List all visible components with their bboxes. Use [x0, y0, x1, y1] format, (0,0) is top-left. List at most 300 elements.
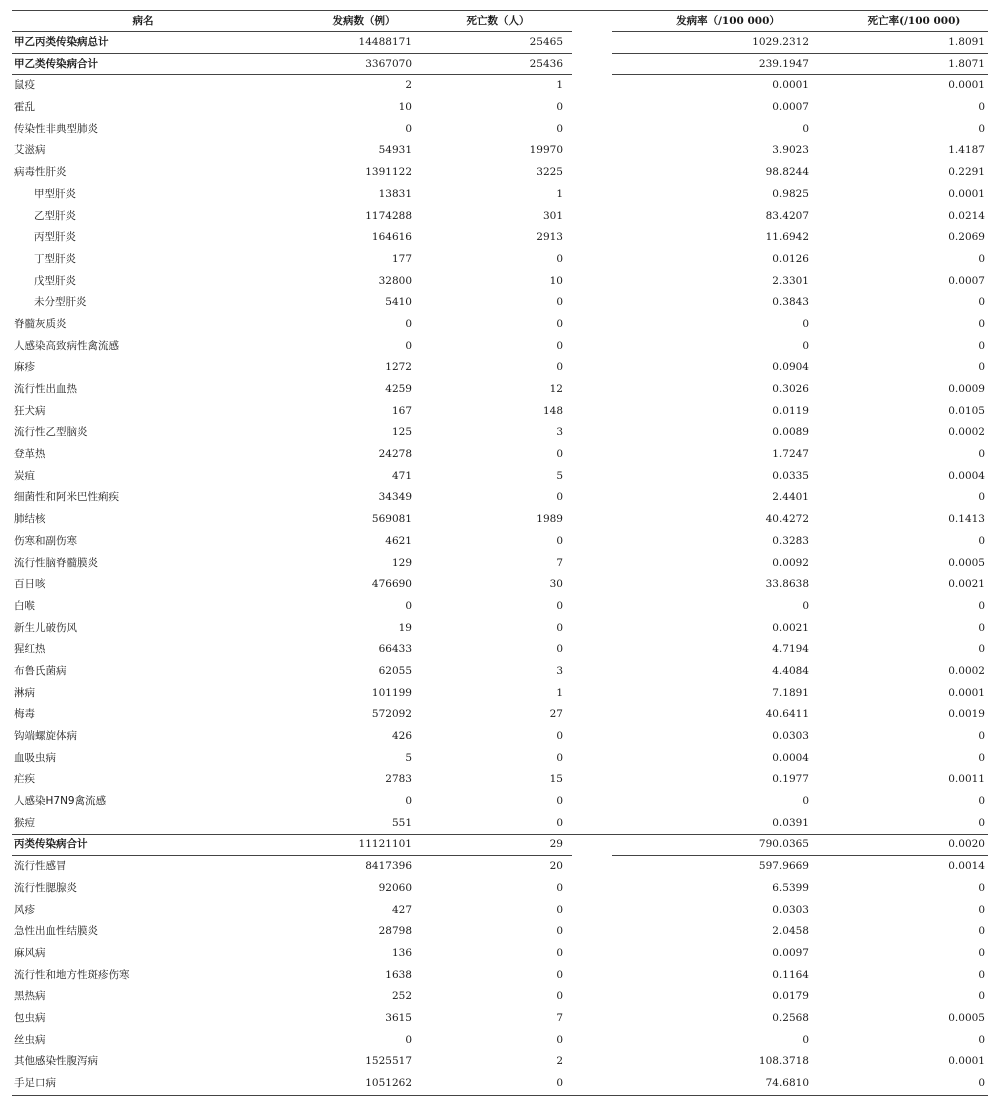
- cell-mortality-rate: 0.0011: [948, 773, 985, 786]
- table-row: [12, 618, 988, 640]
- cell-incidence-rate: 3.9023: [772, 144, 809, 157]
- cell-name: 艾滋病: [14, 144, 46, 157]
- cell-deaths: 0: [556, 339, 563, 352]
- cell-incidence-rate: 0.1977: [772, 773, 809, 786]
- cell-incidence-rate: 0.0904: [772, 361, 809, 374]
- table-row: [12, 1051, 988, 1073]
- cell-name: 百日咳: [14, 578, 46, 591]
- cell-name: 登革热: [14, 448, 46, 461]
- cell-deaths: 25436: [529, 57, 563, 70]
- table-row: [12, 422, 988, 444]
- cell-deaths: 0: [556, 122, 563, 135]
- cell-cases: 11121101: [358, 838, 412, 851]
- cell-deaths: 0: [556, 881, 563, 894]
- cell-cases: 471: [391, 469, 412, 482]
- cell-cases: 34349: [378, 491, 412, 504]
- cell-mortality-rate: 0: [978, 339, 985, 352]
- table-row: [12, 856, 988, 878]
- cell-incidence-rate: 0.9825: [772, 187, 809, 200]
- cell-incidence-rate: 597.9669: [758, 860, 809, 873]
- table-row: [12, 206, 988, 228]
- cell-name: 霍乱: [14, 101, 35, 114]
- cell-incidence-rate: 1.7247: [772, 448, 809, 461]
- cell-cases: 125: [391, 426, 412, 439]
- cell-incidence-rate: 40.4272: [765, 513, 809, 526]
- cell-deaths: 1: [556, 187, 563, 200]
- table-row: [12, 900, 988, 922]
- cell-mortality-rate: 0: [978, 534, 985, 547]
- cell-cases: 1391122: [365, 166, 412, 179]
- cell-name: 流行性乙型脑炎: [14, 426, 88, 439]
- cell-deaths: 0: [556, 990, 563, 1003]
- cell-mortality-rate: 0: [978, 751, 985, 764]
- table-row: [12, 292, 988, 314]
- cell-mortality-rate: 0: [978, 1077, 985, 1089]
- cell-incidence-rate: 33.8638: [765, 578, 809, 591]
- cell-mortality-rate: 0: [978, 643, 985, 656]
- cell-incidence-rate: 2.3301: [772, 274, 809, 287]
- table-row: [12, 54, 988, 76]
- cell-mortality-rate: 0: [978, 599, 985, 612]
- cell-incidence-rate: 0.0001: [772, 79, 809, 92]
- cell-mortality-rate: 0.0001: [948, 686, 985, 699]
- table-row: [12, 336, 988, 358]
- cell-incidence-rate: 6.5399: [772, 881, 809, 894]
- cell-deaths: 0: [556, 1077, 563, 1089]
- cell-deaths: 301: [542, 209, 563, 222]
- cell-mortality-rate: 0.0007: [948, 274, 985, 287]
- cell-incidence-rate: 74.6810: [765, 1077, 809, 1089]
- cell-name: 丙类传染病合计: [14, 838, 88, 851]
- cell-name: 猩红热: [14, 643, 46, 656]
- cell-name: 丁型肝炎: [34, 252, 76, 265]
- cell-cases: 0: [405, 1033, 412, 1046]
- cell-cases: 19: [398, 621, 412, 634]
- cell-name: 肺结核: [14, 513, 46, 526]
- cell-mortality-rate: 1.8071: [948, 57, 985, 70]
- table-row: [12, 32, 988, 54]
- cell-incidence-rate: 0.0179: [772, 990, 809, 1003]
- cell-name: 麻风病: [14, 946, 46, 959]
- cell-name: 流行性腮腺炎: [14, 881, 77, 894]
- cell-incidence-rate: 0.2568: [772, 1011, 809, 1024]
- cell-deaths: 3: [556, 426, 563, 439]
- table-row: [12, 97, 988, 119]
- cell-mortality-rate: 0: [978, 881, 985, 894]
- cell-incidence-rate: 0.3026: [772, 383, 809, 395]
- cell-cases: 3367070: [365, 57, 412, 70]
- cell-mortality-rate: 0.0002: [948, 426, 985, 439]
- cell-cases: 427: [391, 903, 412, 916]
- table-row: [12, 314, 988, 336]
- cell-cases: 0: [405, 122, 412, 135]
- cell-cases: 1638: [385, 968, 412, 981]
- cell-incidence-rate: 2.4401: [772, 491, 809, 504]
- cell-cases: 426: [391, 730, 412, 742]
- table-row: [12, 531, 988, 553]
- cell-incidence-rate: 2.0458: [772, 925, 809, 938]
- cell-mortality-rate: 0.0214: [948, 209, 985, 222]
- cell-incidence-rate: 239.1947: [758, 57, 809, 70]
- cell-mortality-rate: 0: [978, 990, 985, 1003]
- cell-incidence-rate: 790.0365: [758, 838, 809, 851]
- cell-mortality-rate: 0: [978, 968, 985, 981]
- table-row: [12, 574, 988, 596]
- cell-deaths: 25465: [529, 36, 563, 48]
- table-bottom-rule: [12, 1095, 988, 1096]
- cell-cases: 5: [405, 751, 412, 764]
- cell-incidence-rate: 0.0021: [772, 621, 809, 634]
- cell-name: 炭疽: [14, 469, 35, 482]
- cell-name: 甲乙丙类传染病总计: [14, 36, 109, 48]
- cell-cases: 8417396: [365, 860, 412, 873]
- cell-incidence-rate: 0.0089: [772, 426, 809, 439]
- cell-name: 狂犬病: [14, 404, 46, 417]
- cell-deaths: 19970: [529, 144, 563, 157]
- cell-cases: 572092: [371, 708, 412, 721]
- cell-cases: 3615: [385, 1011, 412, 1024]
- header-name: 病名: [132, 15, 154, 27]
- cell-incidence-rate: 0.3843: [772, 296, 809, 309]
- cell-deaths: 0: [556, 816, 563, 829]
- cell-mortality-rate: 0.0105: [948, 404, 985, 417]
- cell-deaths: 0: [556, 534, 563, 547]
- cell-deaths: 0: [556, 448, 563, 461]
- cell-incidence-rate: 0: [802, 1033, 809, 1046]
- cell-cases: 177: [391, 252, 412, 265]
- table-row: [12, 791, 988, 813]
- cell-cases: 551: [391, 816, 412, 829]
- cell-cases: 66433: [378, 643, 412, 656]
- cell-deaths: 1: [556, 686, 563, 699]
- cell-mortality-rate: 0.0005: [948, 556, 985, 569]
- cell-incidence-rate: 0.3283: [772, 534, 809, 547]
- cell-incidence-rate: 0.0391: [772, 816, 809, 829]
- cell-deaths: 1: [556, 79, 563, 92]
- cell-deaths: 0: [556, 795, 563, 808]
- cell-incidence-rate: 0.0335: [772, 469, 809, 482]
- cell-deaths: 12: [549, 383, 563, 395]
- table-row: [12, 444, 988, 466]
- cell-cases: 0: [405, 317, 412, 330]
- cell-mortality-rate: 0.0009: [948, 383, 985, 395]
- cell-cases: 2783: [385, 773, 412, 786]
- cell-cases: 476690: [371, 578, 412, 591]
- cell-cases: 101199: [371, 686, 412, 699]
- cell-deaths: 10: [549, 274, 563, 287]
- cell-cases: 54931: [378, 144, 412, 157]
- cell-deaths: 0: [556, 252, 563, 265]
- cell-cases: 92060: [378, 881, 412, 894]
- table-row: [12, 943, 988, 965]
- cell-mortality-rate: 1.8091: [948, 36, 985, 48]
- table-row: [12, 683, 988, 705]
- cell-name: 流行性脑脊髓膜炎: [14, 556, 98, 569]
- cell-cases: 0: [405, 795, 412, 808]
- cell-deaths: 20: [549, 860, 563, 873]
- table-row: [12, 509, 988, 531]
- cell-name: 麻疹: [14, 361, 35, 374]
- disease-statistics-table: [12, 10, 988, 1096]
- cell-deaths: 2913: [536, 231, 563, 244]
- cell-mortality-rate: 0.0001: [948, 187, 985, 200]
- cell-incidence-rate: 0.0097: [772, 946, 809, 959]
- cell-name: 人感染H7N9禽流感: [14, 795, 107, 808]
- cell-incidence-rate: 98.8244: [765, 166, 809, 179]
- cell-deaths: 0: [556, 925, 563, 938]
- cell-name: 新生儿破伤风: [14, 621, 77, 634]
- cell-incidence-rate: 4.4084: [772, 664, 809, 677]
- cell-mortality-rate: 0: [978, 903, 985, 916]
- cell-cases: 569081: [371, 513, 412, 526]
- table-row: [12, 140, 988, 162]
- cell-name: 淋病: [14, 686, 35, 699]
- cell-mortality-rate: 0.0014: [948, 860, 985, 873]
- table-row: [12, 748, 988, 770]
- cell-name: 包虫病: [14, 1011, 46, 1024]
- cell-cases: 14488171: [358, 36, 412, 48]
- cell-deaths: 0: [556, 903, 563, 916]
- cell-name: 戊型肝炎: [34, 274, 76, 287]
- cell-incidence-rate: 11.6942: [765, 231, 809, 244]
- cell-mortality-rate: 0: [978, 946, 985, 959]
- cell-incidence-rate: 83.4207: [765, 209, 809, 222]
- table-row: [12, 75, 988, 97]
- header-incidence-rate: 发病率（/100 000）: [676, 15, 780, 27]
- cell-deaths: 7: [556, 1011, 563, 1024]
- cell-deaths: 0: [556, 361, 563, 374]
- cell-cases: 24278: [378, 448, 412, 461]
- cell-deaths: 1989: [536, 513, 563, 526]
- cell-name: 风疹: [14, 903, 35, 916]
- cell-name: 其他感染性腹泻病: [14, 1055, 98, 1068]
- cell-mortality-rate: 0: [978, 448, 985, 461]
- cell-name: 传染性非典型肺炎: [14, 122, 98, 135]
- cell-deaths: 3225: [536, 166, 563, 179]
- cell-cases: 4621: [385, 534, 412, 547]
- cell-cases: 5410: [385, 296, 412, 309]
- cell-deaths: 0: [556, 317, 563, 330]
- cell-cases: 136: [391, 946, 412, 959]
- table-row: [12, 986, 988, 1008]
- cell-incidence-rate: 0.0119: [772, 404, 809, 417]
- table-row: [12, 726, 988, 748]
- cell-incidence-rate: 7.1891: [772, 686, 809, 699]
- table-body: [12, 32, 988, 1095]
- cell-cases: 32800: [378, 274, 412, 287]
- cell-incidence-rate: 0.0092: [772, 556, 809, 569]
- cell-deaths: 30: [549, 578, 563, 591]
- header-deaths: 死亡数（人）: [466, 15, 530, 27]
- cell-mortality-rate: 0.0005: [948, 1011, 985, 1024]
- cell-mortality-rate: 0: [978, 491, 985, 504]
- cell-name: 布鲁氏菌病: [14, 664, 67, 677]
- cell-name: 甲乙类传染病合计: [14, 57, 98, 70]
- cell-deaths: 0: [556, 1033, 563, 1046]
- table-row: [12, 227, 988, 249]
- cell-name: 流行性感冒: [14, 860, 67, 873]
- table-row: [12, 379, 988, 401]
- cell-name: 伤寒和副伤寒: [14, 534, 77, 547]
- cell-mortality-rate: 0.0021: [948, 578, 985, 591]
- cell-name: 猴痘: [14, 816, 35, 829]
- cell-incidence-rate: 4.7194: [772, 643, 809, 656]
- cell-incidence-rate: 0.0303: [772, 903, 809, 916]
- cell-name: 黑热病: [14, 990, 46, 1003]
- cell-name: 流行性出血热: [14, 383, 77, 395]
- cell-name: 病毒性肝炎: [14, 166, 67, 179]
- cell-deaths: 7: [556, 556, 563, 569]
- cell-deaths: 0: [556, 296, 563, 309]
- cell-deaths: 0: [556, 621, 563, 634]
- cell-mortality-rate: 0: [978, 621, 985, 634]
- cell-name: 白喉: [14, 599, 35, 612]
- cell-incidence-rate: 0.0126: [772, 252, 809, 265]
- cell-mortality-rate: 1.4187: [948, 144, 985, 157]
- cell-name: 丙型肝炎: [34, 231, 76, 244]
- cell-name: 乙型肝炎: [34, 209, 76, 222]
- table-row: [12, 487, 988, 509]
- table-row: [12, 119, 988, 141]
- table-row: [12, 965, 988, 987]
- cell-incidence-rate: 0: [802, 795, 809, 808]
- cell-deaths: 0: [556, 101, 563, 114]
- cell-deaths: 3: [556, 664, 563, 677]
- cell-name: 急性出血性结膜炎: [14, 925, 98, 938]
- cell-deaths: 2: [556, 1055, 563, 1068]
- header-mortality-rate: 死亡率(/100 000): [867, 15, 961, 27]
- cell-cases: 1272: [385, 361, 412, 374]
- table-row: [12, 1008, 988, 1030]
- cell-incidence-rate: 0.0303: [772, 730, 809, 742]
- cell-mortality-rate: 0: [978, 122, 985, 135]
- cell-cases: 252: [391, 990, 412, 1003]
- cell-name: 脊髓灰质炎: [14, 317, 67, 330]
- cell-mortality-rate: 0: [978, 795, 985, 808]
- cell-mortality-rate: 0: [978, 925, 985, 938]
- cell-incidence-rate: 1029.2312: [752, 36, 809, 48]
- cell-name: 血吸虫病: [14, 751, 56, 764]
- cell-incidence-rate: 0.1164: [772, 968, 809, 981]
- cell-deaths: 29: [549, 838, 563, 851]
- cell-mortality-rate: 0: [978, 361, 985, 374]
- table-row: [12, 596, 988, 618]
- cell-mortality-rate: 0.0001: [948, 1055, 985, 1068]
- cell-mortality-rate: 0: [978, 816, 985, 829]
- cell-mortality-rate: 0.0001: [948, 79, 985, 92]
- cell-cases: 28798: [378, 925, 412, 938]
- cell-deaths: 0: [556, 946, 563, 959]
- cell-incidence-rate: 0.0007: [772, 101, 809, 114]
- cell-name: 钩端螺旋体病: [14, 730, 77, 742]
- cell-deaths: 15: [549, 773, 563, 786]
- cell-name: 梅毒: [14, 708, 35, 721]
- cell-name: 人感染高致病性禽流感: [14, 339, 119, 352]
- table-row: [12, 357, 988, 379]
- table-row: [12, 162, 988, 184]
- cell-incidence-rate: 40.6411: [765, 708, 809, 721]
- table-row: [12, 813, 988, 835]
- cell-mortality-rate: 0.0019: [948, 708, 985, 721]
- table-header-row: [12, 10, 988, 32]
- table-row: [12, 1073, 988, 1095]
- cell-deaths: 5: [556, 469, 563, 482]
- table-row: [12, 1030, 988, 1052]
- cell-name: 未分型肝炎: [34, 296, 87, 309]
- cell-mortality-rate: 0: [978, 296, 985, 309]
- table-row: [12, 184, 988, 206]
- table-row: [12, 769, 988, 791]
- cell-deaths: 0: [556, 730, 563, 742]
- cell-cases: 167: [391, 404, 412, 417]
- cell-mortality-rate: 0: [978, 101, 985, 114]
- table-row: [12, 466, 988, 488]
- section-top-rule: [12, 834, 988, 835]
- cell-mortality-rate: 0.0002: [948, 664, 985, 677]
- table-row: [12, 921, 988, 943]
- cell-cases: 1525517: [365, 1055, 412, 1068]
- table-row: [12, 249, 988, 271]
- cell-incidence-rate: 0: [802, 317, 809, 330]
- table-row: [12, 553, 988, 575]
- cell-mortality-rate: 0: [978, 252, 985, 265]
- table-row: [12, 639, 988, 661]
- cell-name: 鼠疫: [14, 79, 35, 92]
- cell-deaths: 0: [556, 643, 563, 656]
- cell-incidence-rate: 108.3718: [758, 1055, 809, 1068]
- cell-mortality-rate: 0.1413: [948, 513, 985, 526]
- cell-mortality-rate: 0.2069: [948, 231, 985, 244]
- cell-cases: 129: [391, 556, 412, 569]
- cell-name: 疟疾: [14, 773, 35, 786]
- cell-cases: 1174288: [365, 209, 412, 222]
- table-row: [12, 878, 988, 900]
- cell-cases: 13831: [378, 187, 412, 200]
- table-row: [12, 271, 988, 293]
- cell-name: 手足口病: [14, 1077, 56, 1089]
- cell-mortality-rate: 0: [978, 317, 985, 330]
- cell-incidence-rate: 0: [802, 339, 809, 352]
- cell-mortality-rate: 0: [978, 1033, 985, 1046]
- cell-deaths: 148: [542, 404, 563, 417]
- cell-name: 流行性和地方性斑疹伤寒: [14, 968, 130, 981]
- table-row: [12, 661, 988, 683]
- cell-deaths: 0: [556, 491, 563, 504]
- cell-name: 丝虫病: [14, 1033, 46, 1046]
- cell-deaths: 27: [549, 708, 563, 721]
- cell-name: 甲型肝炎: [34, 187, 76, 200]
- cell-cases: 0: [405, 599, 412, 612]
- cell-mortality-rate: 0: [978, 730, 985, 742]
- cell-cases: 0: [405, 339, 412, 352]
- cell-mortality-rate: 0.0020: [948, 838, 985, 851]
- cell-incidence-rate: 0.0004: [772, 751, 809, 764]
- cell-deaths: 0: [556, 751, 563, 764]
- cell-mortality-rate: 0.2291: [948, 166, 985, 179]
- table-row: [12, 834, 988, 856]
- table-row: [12, 704, 988, 726]
- cell-incidence-rate: 0: [802, 122, 809, 135]
- cell-name: 细菌性和阿米巴性痢疾: [14, 491, 119, 504]
- cell-cases: 164616: [371, 231, 412, 244]
- cell-deaths: 0: [556, 599, 563, 612]
- table-row: [12, 401, 988, 423]
- cell-cases: 10: [398, 101, 412, 114]
- header-cases: 发病数（例）: [332, 15, 396, 27]
- cell-mortality-rate: 0.0004: [948, 469, 985, 482]
- cell-incidence-rate: 0: [802, 599, 809, 612]
- cell-deaths: 0: [556, 968, 563, 981]
